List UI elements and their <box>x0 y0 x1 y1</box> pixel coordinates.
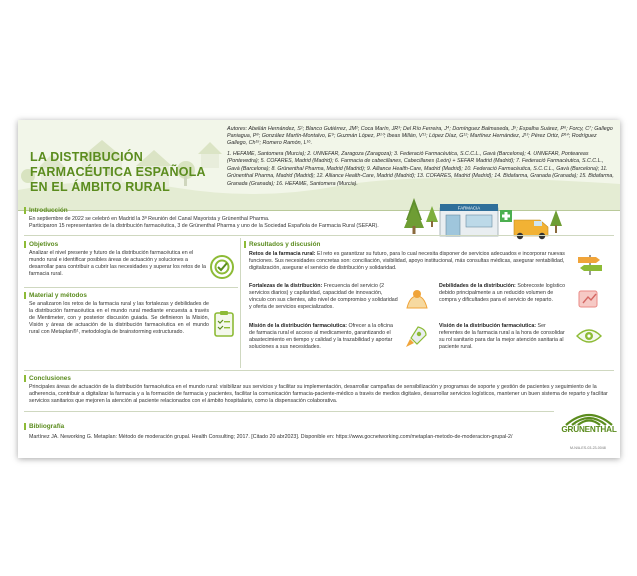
vision-text: Ser referentes de la farmacia rural a la hora de consolidar su rol sanitario para dar la mejor atención sanitaria al paciente rural. <box>439 323 565 351</box>
retos-text: El reto es garantizar su futuro, para lo cual necesita disponer de servicios adecuados e incorporar nuevas funciones. Sus necesidades concretas son: conciliación, visibilidad, apoyo institucional, más consultas médicas, asegurar rentabilidad, digitalización, asegurar el servicio de distribución y solidaridad. <box>249 251 565 272</box>
mision-label: Misión de la distribución farmacéutica: <box>249 323 348 329</box>
vision-label: Visión de la distribución farmacéutica: <box>439 323 537 329</box>
conclusiones-bar <box>24 375 26 382</box>
debilidades-text: Sobrecoste logístico debido principalmente a un reducido volumen de compra y dificultades para el servicio de reparto. <box>439 283 566 304</box>
objetivos-bar <box>24 241 26 248</box>
target-icon <box>209 254 235 280</box>
retos-label: Retos de la farmacia rural: <box>249 251 316 257</box>
resultados-bar <box>244 241 246 248</box>
conclusiones-title: Conclusiones <box>29 375 71 382</box>
bibliografia-title: Bibliografía <box>29 423 65 430</box>
column-divider <box>240 238 241 368</box>
vision-block <box>439 323 567 351</box>
roadsign-icon <box>576 253 604 275</box>
document-code: M-N/A-ES-03-23-0048 <box>570 446 606 450</box>
logo-text: GRÜNENTHAL <box>561 425 617 434</box>
resultados-title: Resultados y discusión <box>249 241 321 248</box>
conclusiones-text: Principales áreas de actuación de la distribución farmacéutica en el mundo rural: visibilizar sus servicios y facilitar su implementación, desarrollar campañas de sensibilización y programas de soporte y gestión de pacientes y seguimiento de la adherencia, contribuir a digitalizar la farmacia y a la formación de farmacia y pacientes, facilitar la comunicación farmacia-paciente-médico a través de medios digitales, desarrollar servicios logísticos, mantener un buen sistema de reparto y facilitar servicios sanitarios que mejoren la atención al paciente relacionados con el ámbito hospitalario, como la dispensación colaborativa. <box>29 384 608 405</box>
strength-icon <box>404 288 430 310</box>
eye-icon <box>576 326 602 346</box>
debilidades-block <box>439 283 567 304</box>
intro-divider <box>24 235 614 236</box>
affiliations: 1. HEFAME, Santomera (Murcia); 2. UNNEFAR, Zaragoza (Zaragoza); 3. Federació Farmacèutica, S.C.C.L., Gavà (Barcelona); 4. UNNEFAR, Ponteareas (Pontevedra); 5. COFARES, Madrid (Madrid); 6. Farmacia de cabecillanes, Cabecillanes (León) + SEFAR Madrid (Madrid); 7. Federació Farmacèutica, S.C.C.L., Gavà (Barcelona); 8. Grünenthal Pharma, Madrid (Madrid); 9. Alliance Health-Care, Madrid (Madrid); 10. Federació Farmacèutica, S.C.C.L., Gavà (Barcelona); 11. Grünenthal Pharma, Madrid (Madrid); 12. Alliance Health-Care, Madrid (Madrid); 13. COFARES, Madrid (Madrid); 14. Bidafarma, Granada (Granada); 15. Bidafarma, Granada (Granada); 16. HEFAME, Santomera (Murcia). <box>227 151 614 187</box>
intro-bar <box>24 207 26 214</box>
material-text: Se analizaron los retos de la farmacia rural y las fortalezas y debilidades de la distribución farmacéutica en el mundo rural mediante encuesta a través de Mentimeter, con y posterior discusión guiada. Se definieron la Misión, Visión y áreas de actuación de la distribución farmacéutica en el mundo rural con Metaplan®¹, metodología de brainstorming estructurado. <box>29 301 209 336</box>
intro-line1: En septiembre de 2022 se celebró en Madrid la 3ª Reunión del Canal Mayorista y Grünenthal Pharma. <box>29 216 270 222</box>
weakness-icon <box>576 288 602 310</box>
poster <box>18 120 620 458</box>
retos-block <box>249 251 565 272</box>
authors-line: Autores: Abelián Hernández, S¹; Blanco Gutiérrez, JM²; Coca Marín, JR³; Del Río Ferreira, J⁴; Domínguez Balmaseda, J⁵; Espalha Suárez, P⁶; Forcy, C⁷; Gallego Paniagua, P⁸; González Martín-Montalvo, E⁹; Guzmán López, P¹⁰; Ibeas Millán, V¹¹; López Díaz, G¹²; Martínez Hernández, J¹³; Pérez Ortiz, P¹⁴; Rodríguez Gallego, Ch¹⁵; Romero Ramón, L¹⁶. <box>227 126 613 147</box>
debilidades-label: Debilidades de la distribución: <box>439 283 516 289</box>
objetivos-title: Objetivos <box>29 241 59 248</box>
mision-text: Ofrecer a la oficina de farmacia rural el acceso al medicamento, garantizando el abastecimiento en tiempo y calidad y la trazabilidad y aportar soluciones a sus necesidades. <box>249 323 393 351</box>
bibliografia-bar <box>24 423 26 430</box>
logo-arcs-icon <box>560 408 618 426</box>
material-title: Material y métodos <box>29 292 87 299</box>
rocket-icon <box>404 325 428 349</box>
fortalezas-label: Fortalezas de la distribución: <box>249 283 323 289</box>
poster-title: LA DISTRIBUCIÓN FARMACÉUTICA ESPAÑOLA EN EL ÁMBITO RURAL <box>30 150 206 194</box>
clipboard-icon <box>211 310 237 338</box>
intro-title: Introducción <box>29 207 68 214</box>
conclusiones-divider <box>24 411 554 412</box>
pharmacy-sign: FARMACIA <box>457 205 481 211</box>
objetivos-text: Analizar el nivel presente y futuro de la distribución farmacéutica en el mundo rural e identificar posibles áreas de actuación y soluciones a desarrollar para contribuir a cubrir las necesidades y superar los retos de la farmacia rural. <box>29 250 206 278</box>
bibliografia-text: Martínez JA. Neworking G. Metaplan: Método de moderación grupal. Health Consulting; 2017. [Citado 20 abr2023]. Disponible en: https://www.gocnetworking.com/metaplan-metodo-de-moderacion-grupal-2/ <box>29 434 513 440</box>
grunenthal-logo <box>560 408 618 438</box>
objetivos-divider <box>24 287 238 288</box>
intro-line2: Participaron 15 representantes de la distribución farmacéutica, 3 de Grünenthal Pharma y uno de la Sociedad Española de Farmacia Rural (SEFAR). <box>29 223 379 229</box>
mision-block <box>249 323 399 351</box>
results-divider <box>24 370 614 371</box>
fortalezas-block <box>249 283 399 311</box>
fortalezas-text: Frecuencia del servicio (2 servicios diarios) y capilaridad, capacidad de innovación, vínculo con sus clientes, alto nivel de compromiso y solidaridad y oferta de servicios especializados. <box>249 283 398 311</box>
material-bar <box>24 292 26 299</box>
